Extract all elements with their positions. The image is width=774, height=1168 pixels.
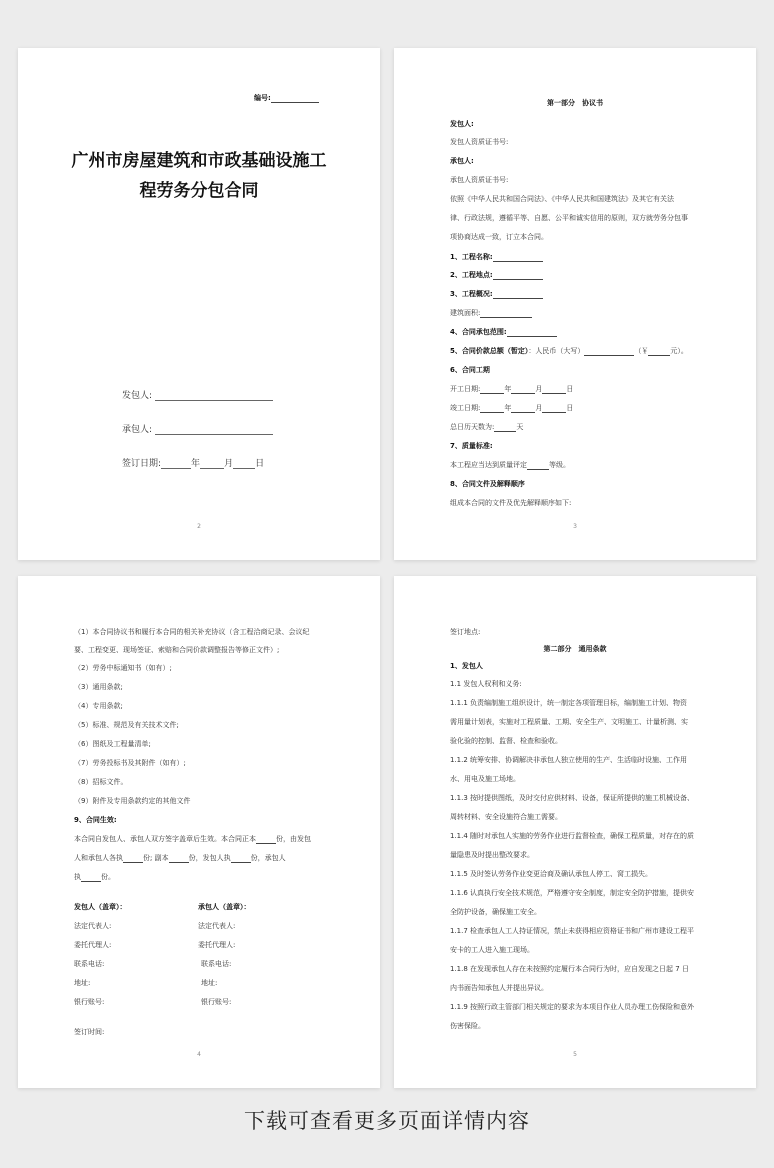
- general-terms-page: [394, 576, 756, 1088]
- effect-heading: 9、合同生效:: [74, 816, 117, 824]
- page-number: 2: [197, 523, 201, 530]
- clause-line: 伤害保险。: [450, 1022, 485, 1030]
- employer-agent: 委托代理人:: [74, 941, 112, 949]
- project-name-field: 1、工程名称:: [450, 253, 543, 262]
- clause-line: 内书面告知承包人并提出异议。: [450, 984, 548, 992]
- doc-line: （2）劳务中标通知书（如有）;: [74, 664, 172, 672]
- sign-place: 签订地点:: [450, 628, 481, 636]
- contract-price-field: 5、合同价款总额（暂定）：人民币（大写） （￥ 元）。: [450, 347, 688, 355]
- quality-heading: 7、质量标准:: [450, 442, 493, 450]
- doc-line: （9）附件及专用条款约定的其他文件: [74, 797, 191, 805]
- page-number: 3: [573, 523, 577, 530]
- building-area-field: 建筑面积:: [450, 309, 532, 318]
- clause-line: 1.1.8 在发现承包人存在未按照约定履行本合同行为时，应自发现之日起 7 日: [450, 965, 689, 973]
- employer-cert-label: 发包人资质证书号:: [450, 138, 509, 146]
- contractor-seal-label: 承包人（盖章）：: [198, 903, 251, 911]
- clause-line: 验化验的控制、监督、检查和验收。: [450, 737, 562, 745]
- section-heading: 第二部分 通用条款: [543, 645, 607, 653]
- documents-heading: 8、合同文件及解释顺序: [450, 480, 525, 488]
- effect-text-1: 本合同自发包人、承包人双方签字盖章后生效。本合同正本 份，由发包: [74, 835, 311, 843]
- clause-line: 1.1.3 按时提供图纸，及时交付应供材料、设备，保证所提供的施工机械设备、: [450, 794, 695, 802]
- clause-line: 1.1.9 按照行政主管部门相关规定的要求为本项目作业人员办理工伤保险和意外: [450, 1003, 695, 1011]
- project-location-field: 2、工程地点:: [450, 271, 543, 280]
- employer-legal-rep: 法定代表人:: [74, 922, 112, 930]
- download-more-caption: 下载可查看更多页面详情内容: [244, 1109, 530, 1133]
- employer-label: 发包人:: [450, 120, 474, 128]
- effect-text-3: 执 份。: [74, 873, 115, 881]
- intro-text-2: 律、行政法规，遵循平等、自愿、公平和诚实信用的原则，双方就劳务分包事: [450, 214, 688, 222]
- contractor-legal-rep: 法定代表人:: [198, 922, 236, 930]
- agreement-page: [394, 48, 756, 560]
- serial-number-field: 编号:: [254, 94, 319, 103]
- clause-line: 1.1.4 随时对承包人实施的劳务作业进行监督检查，确保工程质量，对存在的质: [450, 832, 695, 840]
- clause-heading: 1、发包人: [450, 662, 483, 670]
- documents-text: 组成本合同的文件及优先解释顺序如下:: [450, 499, 572, 507]
- employer-signature-field: 发包人:: [122, 388, 273, 401]
- clause-line: 1.1.1 负责编制施工组织设计，统一制定各项管理目标，编制施工计划、物资: [450, 699, 688, 707]
- scope-field: 4、合同承包范围:: [450, 328, 557, 337]
- intro-text-3: 项协商达成一致，订立本合同。: [450, 233, 548, 241]
- contract-title-line1: 广州市房屋建筑和市政基础设施工: [71, 151, 327, 171]
- clause-line: 全防护设备，确保施工安全。: [450, 908, 541, 916]
- project-overview-field: 3、工程概况:: [450, 290, 543, 299]
- employer-phone: 联系电话:: [74, 960, 105, 968]
- employer-bank: 银行账号:: [74, 998, 105, 1006]
- clause-line: 量隐患及时提出整改要求。: [450, 851, 534, 859]
- page-number: 5: [573, 1051, 577, 1058]
- doc-line: （5）标准、规范及有关技术文件;: [74, 721, 179, 729]
- doc-line: （1）本合同协议书和履行本合同的相关补充协议（含工程洽商记录、会议纪: [74, 628, 310, 636]
- clause-line: 需用量计划表，实施对工程质量、工期、安全生产、文明施工、计量析测、实: [450, 718, 688, 726]
- start-date-field: 开工日期: 年 月 日: [450, 385, 574, 393]
- quality-text: 本工程应当达到质量评定 等级。: [450, 461, 570, 469]
- doc-line: （7）劳务投标书及其附件（如有）;: [74, 759, 186, 767]
- effect-text-2: 人和承包人各执 份; 副本 份，发包人执 份，承包人: [74, 854, 286, 862]
- total-days-field: 总日历天数为: 天: [450, 423, 524, 431]
- contractor-label: 承包人:: [450, 157, 474, 165]
- clause-line: 水、用电及施工场地。: [450, 775, 520, 783]
- documents-page: [18, 576, 380, 1088]
- contractor-address: 地址:: [201, 979, 218, 987]
- end-date-field: 竣工日期: 年 月 日: [450, 404, 574, 412]
- cover-page: [18, 48, 380, 560]
- contractor-bank: 银行账号:: [201, 998, 232, 1006]
- page-number: 4: [197, 1051, 201, 1058]
- intro-text-1: 依照《中华人民共和国合同法》、《中华人民共和国建筑法》及其它有关法: [450, 195, 674, 203]
- doc-line: （3）通用条款;: [74, 683, 123, 691]
- contractor-cert-label: 承包人资质证书号:: [450, 176, 509, 184]
- clause-line: 1.1.2 统筹安排、协调解决非承包人独立使用的生产、生活临时设施、工作用: [450, 756, 688, 764]
- contractor-agent: 委托代理人:: [198, 941, 236, 949]
- clause-line: 1.1.5 及时签认劳务作业变更洽商及确认承包人停工、窝工损失。: [450, 870, 653, 878]
- doc-line: （4）专用条款;: [74, 702, 123, 710]
- doc-line: 要、工程变更、现场签证、索赔和合同价款调整报告等修正文件）;: [74, 646, 280, 654]
- sign-date-field: 签订日期: 年 月 日: [122, 459, 265, 469]
- contractor-signature-field: 承包人:: [122, 422, 273, 435]
- contractor-phone: 联系电话:: [201, 960, 232, 968]
- employer-seal-label: 发包人（盖章）：: [74, 903, 127, 911]
- section-heading: 第一部分 协议书: [547, 99, 603, 107]
- contract-title-line2: 程劳务分包合同: [139, 181, 259, 201]
- clause-line: 1.1.6 认真执行安全技术规范，严格遵守安全制度，制定安全防护措施，提供安: [450, 889, 695, 897]
- clause-line: 1.1.7 检查承包人工人持证情况，禁止未获得相应资格证书和广州市建设工程平: [450, 927, 695, 935]
- employer-address: 地址:: [74, 979, 91, 987]
- doc-line: （6）图纸及工程量清单;: [74, 740, 151, 748]
- clause-line: 周转材料、安全设施符合施工需要。: [450, 813, 562, 821]
- sign-time: 签订时间:: [74, 1028, 105, 1036]
- clause-line: 安卡的工人进入施工现场。: [450, 946, 534, 954]
- contract-period-heading: 6、合同工期: [450, 366, 490, 374]
- doc-line: （8）招标文件。: [74, 778, 128, 786]
- clause-subheading: 1.1 发包人权利和义务:: [450, 680, 522, 688]
